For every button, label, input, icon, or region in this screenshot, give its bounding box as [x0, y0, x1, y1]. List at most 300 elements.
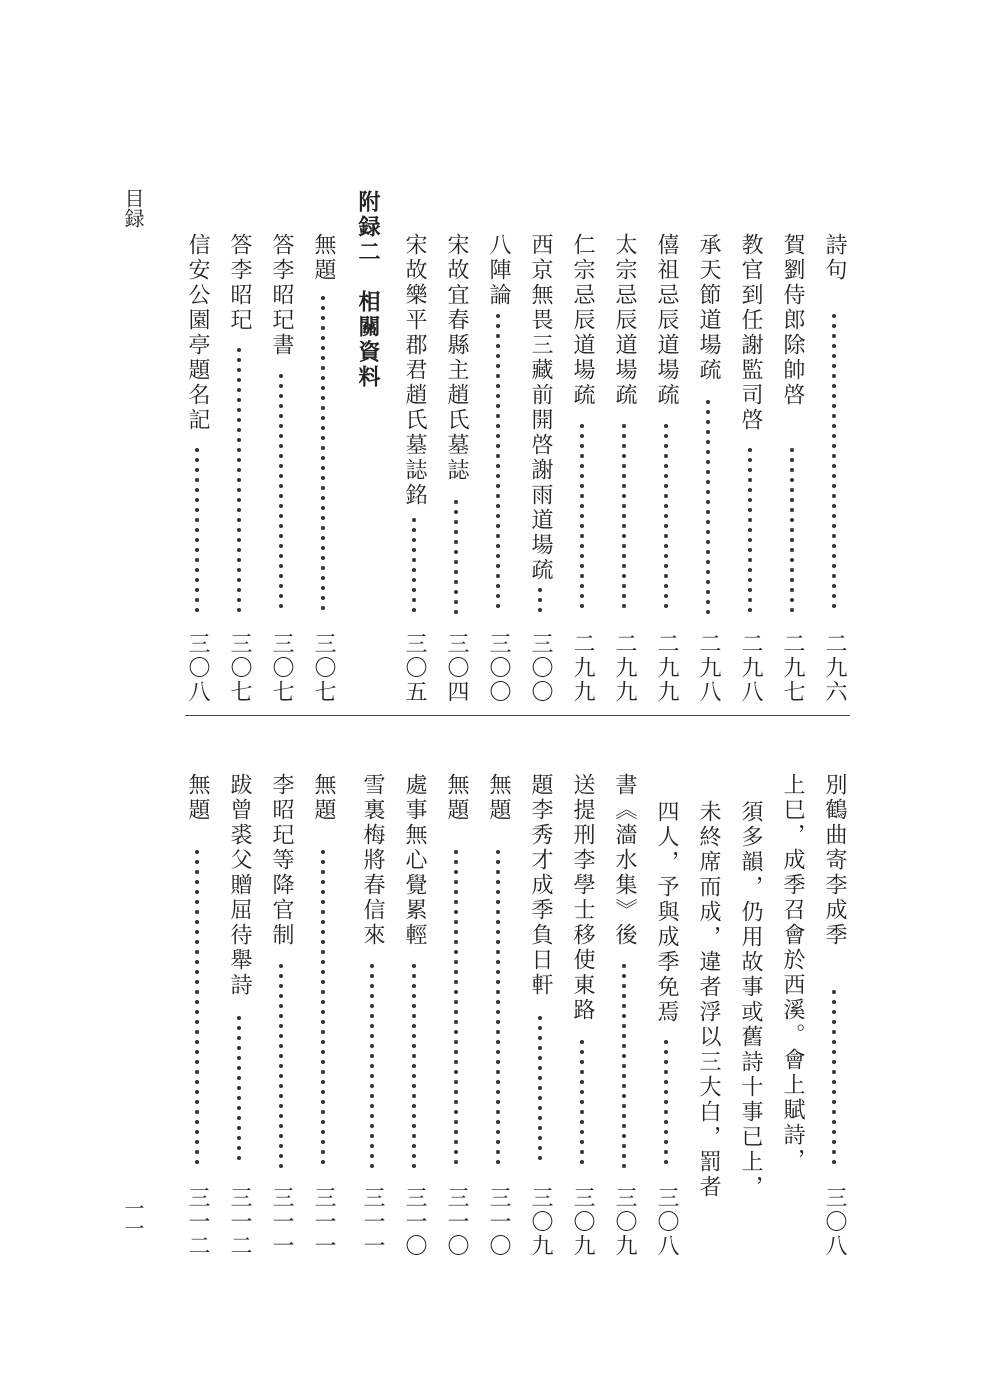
leader-dot — [237, 608, 241, 612]
leader-dot — [580, 1090, 584, 1094]
leader-dot — [321, 1080, 325, 1084]
leader-dot — [664, 584, 668, 588]
leader-dot — [279, 404, 283, 408]
leader-dot — [237, 358, 241, 362]
leader-dot — [580, 604, 584, 608]
toc-entry-page: 三一一 — [269, 1186, 294, 1258]
leader-dot — [622, 1034, 626, 1038]
leader-dot — [279, 374, 283, 378]
leader-dot — [370, 1064, 374, 1068]
leader-dot — [454, 1040, 458, 1044]
leader-dot — [496, 880, 500, 884]
leader-dot — [496, 394, 500, 398]
leader-dot — [496, 870, 500, 874]
leader-dot — [790, 588, 794, 592]
leader-dot — [195, 990, 199, 994]
leader-dot — [748, 608, 752, 612]
leader-dot — [321, 296, 325, 300]
leader-dot — [496, 990, 500, 994]
leader-dot — [321, 870, 325, 874]
leader-dot — [832, 474, 836, 478]
leader-dot — [321, 980, 325, 984]
leader-dot — [622, 1164, 626, 1168]
toc-entry-title: 上巳，成季召會於西溪。會上賦詩， — [780, 773, 805, 1173]
leader-dot — [664, 1110, 668, 1114]
leader-dot — [496, 334, 500, 338]
leader-dot — [454, 570, 458, 574]
leader-dot — [832, 394, 836, 398]
leader-dot — [237, 398, 241, 402]
leader-dot — [454, 550, 458, 554]
leader-dot — [412, 558, 416, 562]
leader-dot — [321, 1090, 325, 1094]
leader-dot — [321, 850, 325, 854]
leader-dot — [832, 1080, 836, 1084]
leader-dot — [496, 374, 500, 378]
leader-dot — [580, 434, 584, 438]
leader-dot — [496, 324, 500, 328]
leader-dot — [832, 1000, 836, 1004]
leader-dots — [622, 424, 626, 614]
toc-entry-page: 三〇九 — [528, 1186, 553, 1258]
leader-dot — [622, 454, 626, 458]
leader-dot — [832, 464, 836, 468]
toc-entry-title: 須多韻，仍用故事或舊詩十事已上， — [738, 800, 763, 1200]
leader-dot — [790, 558, 794, 562]
leader-dot — [412, 1034, 416, 1038]
leader-dot — [321, 860, 325, 864]
toc-entry-page: 二九八 — [738, 632, 763, 704]
leader-dot — [790, 548, 794, 552]
leader-dot — [237, 548, 241, 552]
leader-dot — [664, 484, 668, 488]
leader-dot — [496, 564, 500, 568]
leader-dot — [538, 608, 542, 612]
leader-dot — [237, 438, 241, 442]
leader-dot — [538, 1016, 542, 1020]
leader-dot — [832, 364, 836, 368]
toc-entry-title: 李昭玘等降官制 — [269, 773, 294, 948]
leader-dots — [279, 964, 283, 1174]
leader-dot — [321, 456, 325, 460]
leader-dot — [279, 974, 283, 978]
leader-dot — [454, 1160, 458, 1164]
leader-dots — [321, 850, 325, 1170]
page-number: 一一 — [121, 1198, 145, 1238]
leader-dot — [580, 494, 584, 498]
leader-dot — [664, 604, 668, 608]
leader-dot — [580, 1040, 584, 1044]
leader-dot — [195, 1010, 199, 1014]
leader-dot — [321, 606, 325, 610]
leader-dot — [832, 444, 836, 448]
leader-dot — [195, 1030, 199, 1034]
leader-dot — [496, 1020, 500, 1024]
leader-dot — [195, 880, 199, 884]
leader-dot — [622, 564, 626, 568]
leader-dot — [321, 960, 325, 964]
toc-entry-page: 三〇七 — [311, 632, 336, 704]
leader-dot — [832, 604, 836, 608]
leader-dot — [748, 558, 752, 562]
leader-dot — [496, 544, 500, 548]
leader-dot — [454, 610, 458, 614]
leader-dot — [321, 386, 325, 390]
leader-dot — [279, 1124, 283, 1128]
toc-entry-title: 答李昭玘 — [227, 233, 252, 333]
toc-entry-title: 送提刑李學士移使東路 — [570, 773, 595, 1023]
toc-entry-page: 三一二 — [185, 1186, 210, 1258]
leader-dot — [790, 578, 794, 582]
leader-dots — [412, 518, 416, 618]
leader-dot — [496, 494, 500, 498]
leader-dot — [412, 1164, 416, 1168]
leader-dot — [237, 1036, 241, 1040]
leader-dot — [580, 424, 584, 428]
leader-dot — [790, 598, 794, 602]
leader-dot — [195, 870, 199, 874]
leader-dot — [279, 584, 283, 588]
toc-entry-title: 西京無畏三藏前開啓謝雨道場疏 — [528, 233, 553, 583]
leader-dot — [664, 574, 668, 578]
leader-dot — [370, 994, 374, 998]
leader-dot — [664, 1130, 668, 1134]
leader-dot — [237, 1056, 241, 1060]
leader-dot — [321, 1030, 325, 1034]
leader-dot — [832, 1130, 836, 1134]
leader-dot — [237, 568, 241, 572]
leader-dot — [706, 530, 710, 534]
leader-dot — [370, 1094, 374, 1098]
leader-dot — [664, 424, 668, 428]
leader-dot — [279, 524, 283, 528]
leader-dot — [664, 1040, 668, 1044]
leader-dot — [622, 514, 626, 518]
leader-dot — [370, 1104, 374, 1108]
leader-dot — [279, 424, 283, 428]
leader-dot — [370, 1004, 374, 1008]
leader-dot — [622, 974, 626, 978]
leader-dot — [538, 1156, 542, 1160]
leader-dot — [496, 1100, 500, 1104]
leader-dot — [832, 434, 836, 438]
leader-dot — [195, 1140, 199, 1144]
leader-dot — [412, 528, 416, 532]
leader-dot — [538, 1076, 542, 1080]
toc-entry-page: 三一二 — [227, 1186, 252, 1258]
leader-dot — [832, 1030, 836, 1034]
leader-dot — [195, 910, 199, 914]
leader-dot — [706, 500, 710, 504]
leader-dot — [496, 1070, 500, 1074]
leader-dot — [454, 850, 458, 854]
leader-dot — [412, 1134, 416, 1138]
leader-dot — [580, 1160, 584, 1164]
leader-dot — [748, 548, 752, 552]
leader-dot — [496, 1010, 500, 1014]
leader-dot — [664, 1120, 668, 1124]
leader-dot — [748, 578, 752, 582]
leader-dot — [832, 524, 836, 528]
leader-dot — [622, 494, 626, 498]
appendix-heading: 附録二 相關資料 — [355, 190, 381, 390]
leader-dot — [496, 484, 500, 488]
leader-dot — [237, 348, 241, 352]
leader-dot — [321, 890, 325, 894]
leader-dot — [321, 406, 325, 410]
leader-dot — [195, 1120, 199, 1124]
leader-dot — [454, 1000, 458, 1004]
leader-dot — [622, 1024, 626, 1028]
leader-dot — [195, 498, 199, 502]
leader-dot — [237, 368, 241, 372]
leader-dot — [496, 434, 500, 438]
leader-dot — [195, 1000, 199, 1004]
leader-dots — [832, 990, 836, 1170]
leader-dot — [412, 1004, 416, 1008]
leader-dot — [454, 1010, 458, 1014]
leader-dot — [321, 396, 325, 400]
section-title: 目録 — [121, 188, 145, 228]
leader-dots — [580, 424, 584, 614]
toc-entry-page: 二九七 — [780, 632, 805, 704]
leader-dot — [237, 598, 241, 602]
leader-dot — [538, 1146, 542, 1150]
leader-dot — [706, 560, 710, 564]
leader-dot — [279, 1064, 283, 1068]
leader-dot — [706, 420, 710, 424]
toc-entry-page: 三〇八 — [822, 1186, 847, 1258]
leader-dot — [622, 554, 626, 558]
leader-dot — [580, 504, 584, 508]
leader-dot — [748, 468, 752, 472]
leader-dot — [321, 426, 325, 430]
leader-dot — [237, 378, 241, 382]
leader-dot — [454, 590, 458, 594]
leader-dot — [832, 1110, 836, 1114]
leader-dot — [622, 1104, 626, 1108]
leader-dot — [370, 1084, 374, 1088]
toc-entry-title: 四人，予與成季免焉 — [654, 800, 679, 1025]
leader-dot — [279, 964, 283, 968]
leader-dot — [454, 890, 458, 894]
leader-dot — [622, 1004, 626, 1008]
leader-dot — [496, 920, 500, 924]
leader-dot — [279, 1044, 283, 1048]
leader-dot — [321, 316, 325, 320]
leader-dot — [195, 980, 199, 984]
leader-dot — [538, 1046, 542, 1050]
toc-entry-title: 承天節道場疏 — [696, 233, 721, 383]
leader-dot — [237, 1066, 241, 1070]
leader-dot — [321, 446, 325, 450]
leader-dot — [195, 608, 199, 612]
section-divider — [185, 715, 850, 716]
leader-dot — [664, 434, 668, 438]
leader-dot — [496, 1030, 500, 1034]
leader-dot — [321, 346, 325, 350]
leader-dot — [279, 1144, 283, 1148]
leader-dot — [321, 336, 325, 340]
toc-entry-page: 三〇八 — [654, 1186, 679, 1258]
leader-dot — [496, 850, 500, 854]
leader-dot — [706, 550, 710, 554]
leader-dot — [496, 1090, 500, 1094]
leader-dot — [279, 1084, 283, 1088]
leader-dots — [321, 296, 325, 616]
leader-dot — [279, 1004, 283, 1008]
toc-entry-page: 三〇四 — [444, 632, 469, 704]
leader-dot — [195, 588, 199, 592]
leader-dot — [321, 416, 325, 420]
leader-dot — [496, 514, 500, 518]
leader-dot — [706, 440, 710, 444]
leader-dot — [412, 568, 416, 572]
leader-dots — [832, 314, 836, 614]
leader-dot — [321, 1100, 325, 1104]
leader-dot — [538, 1126, 542, 1130]
leader-dot — [195, 1060, 199, 1064]
leader-dot — [580, 1110, 584, 1114]
leader-dot — [748, 528, 752, 532]
leader-dot — [412, 1074, 416, 1078]
leader-dot — [832, 1020, 836, 1024]
leader-dot — [370, 1014, 374, 1018]
leader-dot — [832, 454, 836, 458]
leader-dot — [790, 538, 794, 542]
leader-dot — [496, 1110, 500, 1114]
leader-dot — [412, 578, 416, 582]
leader-dot — [664, 504, 668, 508]
leader-dot — [580, 1100, 584, 1104]
leader-dot — [622, 484, 626, 488]
leader-dot — [496, 1160, 500, 1164]
leader-dot — [538, 1056, 542, 1060]
leader-dot — [237, 468, 241, 472]
leader-dot — [496, 474, 500, 478]
leader-dot — [279, 984, 283, 988]
leader-dot — [538, 598, 542, 602]
leader-dot — [237, 1046, 241, 1050]
leader-dot — [454, 950, 458, 954]
leader-dot — [496, 524, 500, 528]
leader-dot — [454, 1050, 458, 1054]
leader-dot — [496, 534, 500, 538]
leader-dot — [496, 1040, 500, 1044]
leader-dot — [664, 454, 668, 458]
toc-entry-page: 三一〇 — [444, 1186, 469, 1258]
leader-dots — [279, 374, 283, 614]
leader-dot — [321, 1050, 325, 1054]
leader-dot — [832, 374, 836, 378]
leader-dot — [538, 1026, 542, 1030]
leader-dot — [832, 1060, 836, 1064]
leader-dot — [195, 508, 199, 512]
leader-dot — [454, 920, 458, 924]
leader-dot — [496, 970, 500, 974]
leader-dot — [538, 1036, 542, 1040]
leader-dot — [321, 556, 325, 560]
leader-dot — [832, 1120, 836, 1124]
leader-dot — [454, 1140, 458, 1144]
leader-dot — [496, 604, 500, 608]
leader-dot — [664, 534, 668, 538]
leader-dots — [195, 850, 199, 1170]
leader-dot — [496, 1140, 500, 1144]
leader-dot — [370, 964, 374, 968]
leader-dot — [832, 534, 836, 538]
leader-dot — [412, 974, 416, 978]
leader-dot — [195, 548, 199, 552]
leader-dot — [195, 900, 199, 904]
leader-dot — [580, 594, 584, 598]
leader-dots — [237, 1016, 241, 1166]
leader-dot — [279, 444, 283, 448]
leader-dot — [279, 554, 283, 558]
leader-dots — [790, 448, 794, 618]
leader-dot — [622, 1074, 626, 1078]
leader-dot — [580, 1120, 584, 1124]
leader-dot — [370, 1044, 374, 1048]
leader-dot — [622, 594, 626, 598]
leader-dots — [538, 588, 542, 618]
leader-dot — [279, 1014, 283, 1018]
leader-dot — [622, 444, 626, 448]
leader-dot — [622, 434, 626, 438]
leader-dot — [748, 458, 752, 462]
leader-dot — [454, 1130, 458, 1134]
leader-dot — [454, 910, 458, 914]
leader-dot — [195, 850, 199, 854]
toc-entry-title: 八陣論 — [486, 233, 511, 308]
toc-entry-title: 無題 — [311, 773, 336, 823]
leader-dot — [580, 1060, 584, 1064]
leader-dot — [748, 498, 752, 502]
leader-dot — [279, 494, 283, 498]
leader-dot — [321, 1150, 325, 1154]
leader-dot — [664, 1060, 668, 1064]
leader-dot — [195, 920, 199, 924]
leader-dot — [664, 594, 668, 598]
leader-dot — [538, 588, 542, 592]
leader-dot — [321, 1010, 325, 1014]
toc-entry-title: 無題 — [444, 773, 469, 823]
leader-dot — [370, 1144, 374, 1148]
leader-dot — [622, 1064, 626, 1068]
leader-dot — [706, 510, 710, 514]
leader-dot — [622, 1054, 626, 1058]
leader-dot — [790, 568, 794, 572]
leader-dot — [321, 1070, 325, 1074]
leader-dot — [664, 554, 668, 558]
leader-dots — [622, 964, 626, 1174]
leader-dot — [237, 488, 241, 492]
leader-dot — [580, 454, 584, 458]
leader-dot — [832, 1140, 836, 1144]
leader-dot — [580, 544, 584, 548]
leader-dot — [496, 364, 500, 368]
leader-dot — [706, 490, 710, 494]
toc-entry-page: 三〇九 — [612, 1186, 637, 1258]
leader-dot — [321, 1060, 325, 1064]
leader-dot — [321, 576, 325, 580]
leader-dot — [790, 498, 794, 502]
leader-dots — [496, 314, 500, 614]
leader-dot — [622, 504, 626, 508]
leader-dot — [622, 1144, 626, 1148]
leader-dot — [622, 524, 626, 528]
leader-dot — [321, 326, 325, 330]
